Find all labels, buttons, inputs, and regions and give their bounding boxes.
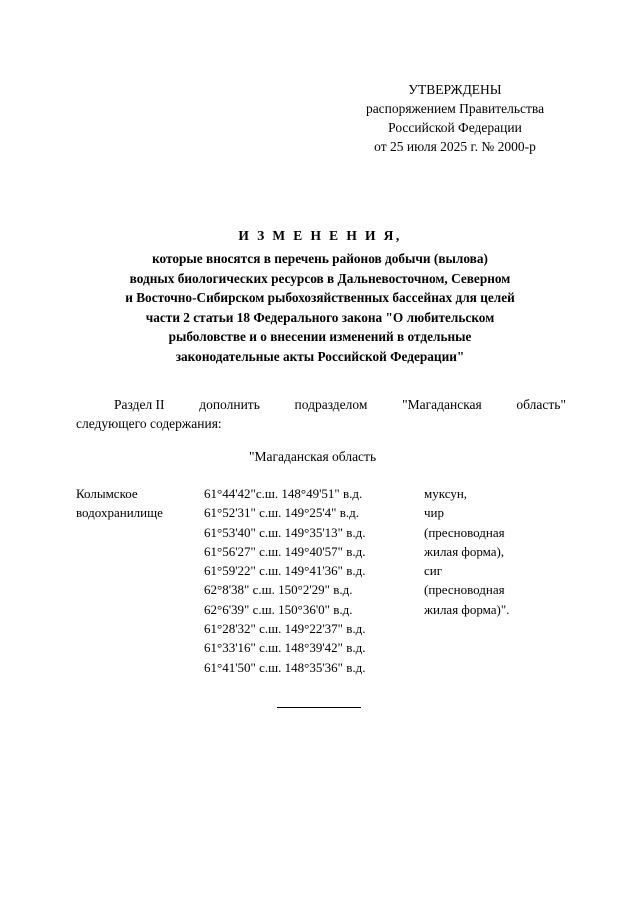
coordinate-row: 61°52'31" с.ш. 149°25'4" в.д. bbox=[204, 505, 359, 521]
subtitle-line: рыболовстве и о внесении изменений в отдельные bbox=[168, 329, 472, 344]
coordinate-row: 61°33'16" с.ш. 148°39'42" в.д. bbox=[204, 640, 366, 656]
subtitle-line: и Восточно-Сибирском рыбохозяйственных бассейнах для целей bbox=[125, 290, 515, 305]
approval-heading: УТВЕРЖДЕНЫ bbox=[408, 82, 502, 97]
approval-block bbox=[330, 80, 580, 156]
coordinate-row: 62°6'39" с.ш. 150°36'0" в.д. bbox=[204, 601, 353, 617]
document-subtitle bbox=[60, 249, 580, 366]
closing-divider bbox=[277, 707, 361, 708]
species-column bbox=[424, 484, 564, 619]
species-line: чир bbox=[424, 505, 444, 521]
coordinate-row: 61°53'40" с.ш. 149°35'13" в.д. bbox=[204, 524, 366, 540]
paragraph-word: область" bbox=[516, 397, 566, 412]
species-line: (пресноводная bbox=[424, 582, 505, 598]
coordinate-row: 61°44'42"с.ш. 148°49'51" в.д. bbox=[204, 486, 363, 501]
paragraph-word: подразделом bbox=[294, 397, 368, 412]
species-line: муксун, bbox=[424, 486, 468, 501]
subtitle-line: которые вносятся в перечень районов добычи (вылова) bbox=[152, 251, 488, 266]
coordinates-column bbox=[204, 484, 414, 677]
species-line: жилая форма), bbox=[424, 543, 505, 559]
area-name-column bbox=[76, 484, 201, 523]
species-line: (пресноводная bbox=[424, 524, 505, 540]
area-name-line: Колымское bbox=[76, 486, 138, 501]
coordinate-row: 61°28'32" с.ш. 149°22'37" в.д. bbox=[204, 621, 366, 637]
paragraph-word: дополнить bbox=[199, 397, 260, 412]
species-line: жилая форма)". bbox=[424, 601, 510, 617]
species-line: сиг bbox=[424, 563, 443, 579]
subtitle-line: законодательные акты Российской Федерации" bbox=[175, 348, 465, 364]
region-heading: "Магаданская область bbox=[249, 449, 377, 464]
approval-line-3: от 25 июля 2025 г. № 2000-р bbox=[374, 139, 536, 154]
coordinate-row: 61°41'50" с.ш. 148°35'36" в.д. bbox=[204, 659, 366, 675]
paragraph-word: "Магаданская bbox=[402, 397, 482, 412]
approval-line-1: распоряжением Правительства bbox=[365, 101, 545, 116]
coordinate-row: 62°8'38" с.ш. 150°2'29" в.д. bbox=[204, 582, 353, 598]
coordinate-row: 61°59'22" с.ш. 149°41'36" в.д. bbox=[204, 563, 366, 579]
subtitle-line: водных биологических ресурсов в Дальневосточном, Северном bbox=[129, 270, 511, 286]
document-title: И З М Е Н Е Н И Я, bbox=[238, 228, 402, 243]
coordinate-row: 61°56'27" с.ш. 149°40'57" в.д. bbox=[204, 543, 366, 559]
approval-line-2: Российской Федерации bbox=[388, 120, 522, 135]
body-paragraph bbox=[76, 395, 566, 433]
paragraph-line-1 bbox=[76, 395, 566, 414]
paragraph-word: Раздел II bbox=[114, 397, 165, 412]
paragraph-line-2: следующего содержания: bbox=[76, 416, 222, 431]
area-name-line: водохранилище bbox=[76, 505, 163, 521]
subtitle-line: части 2 статьи 18 Федерального закона "О любительском bbox=[145, 309, 495, 325]
